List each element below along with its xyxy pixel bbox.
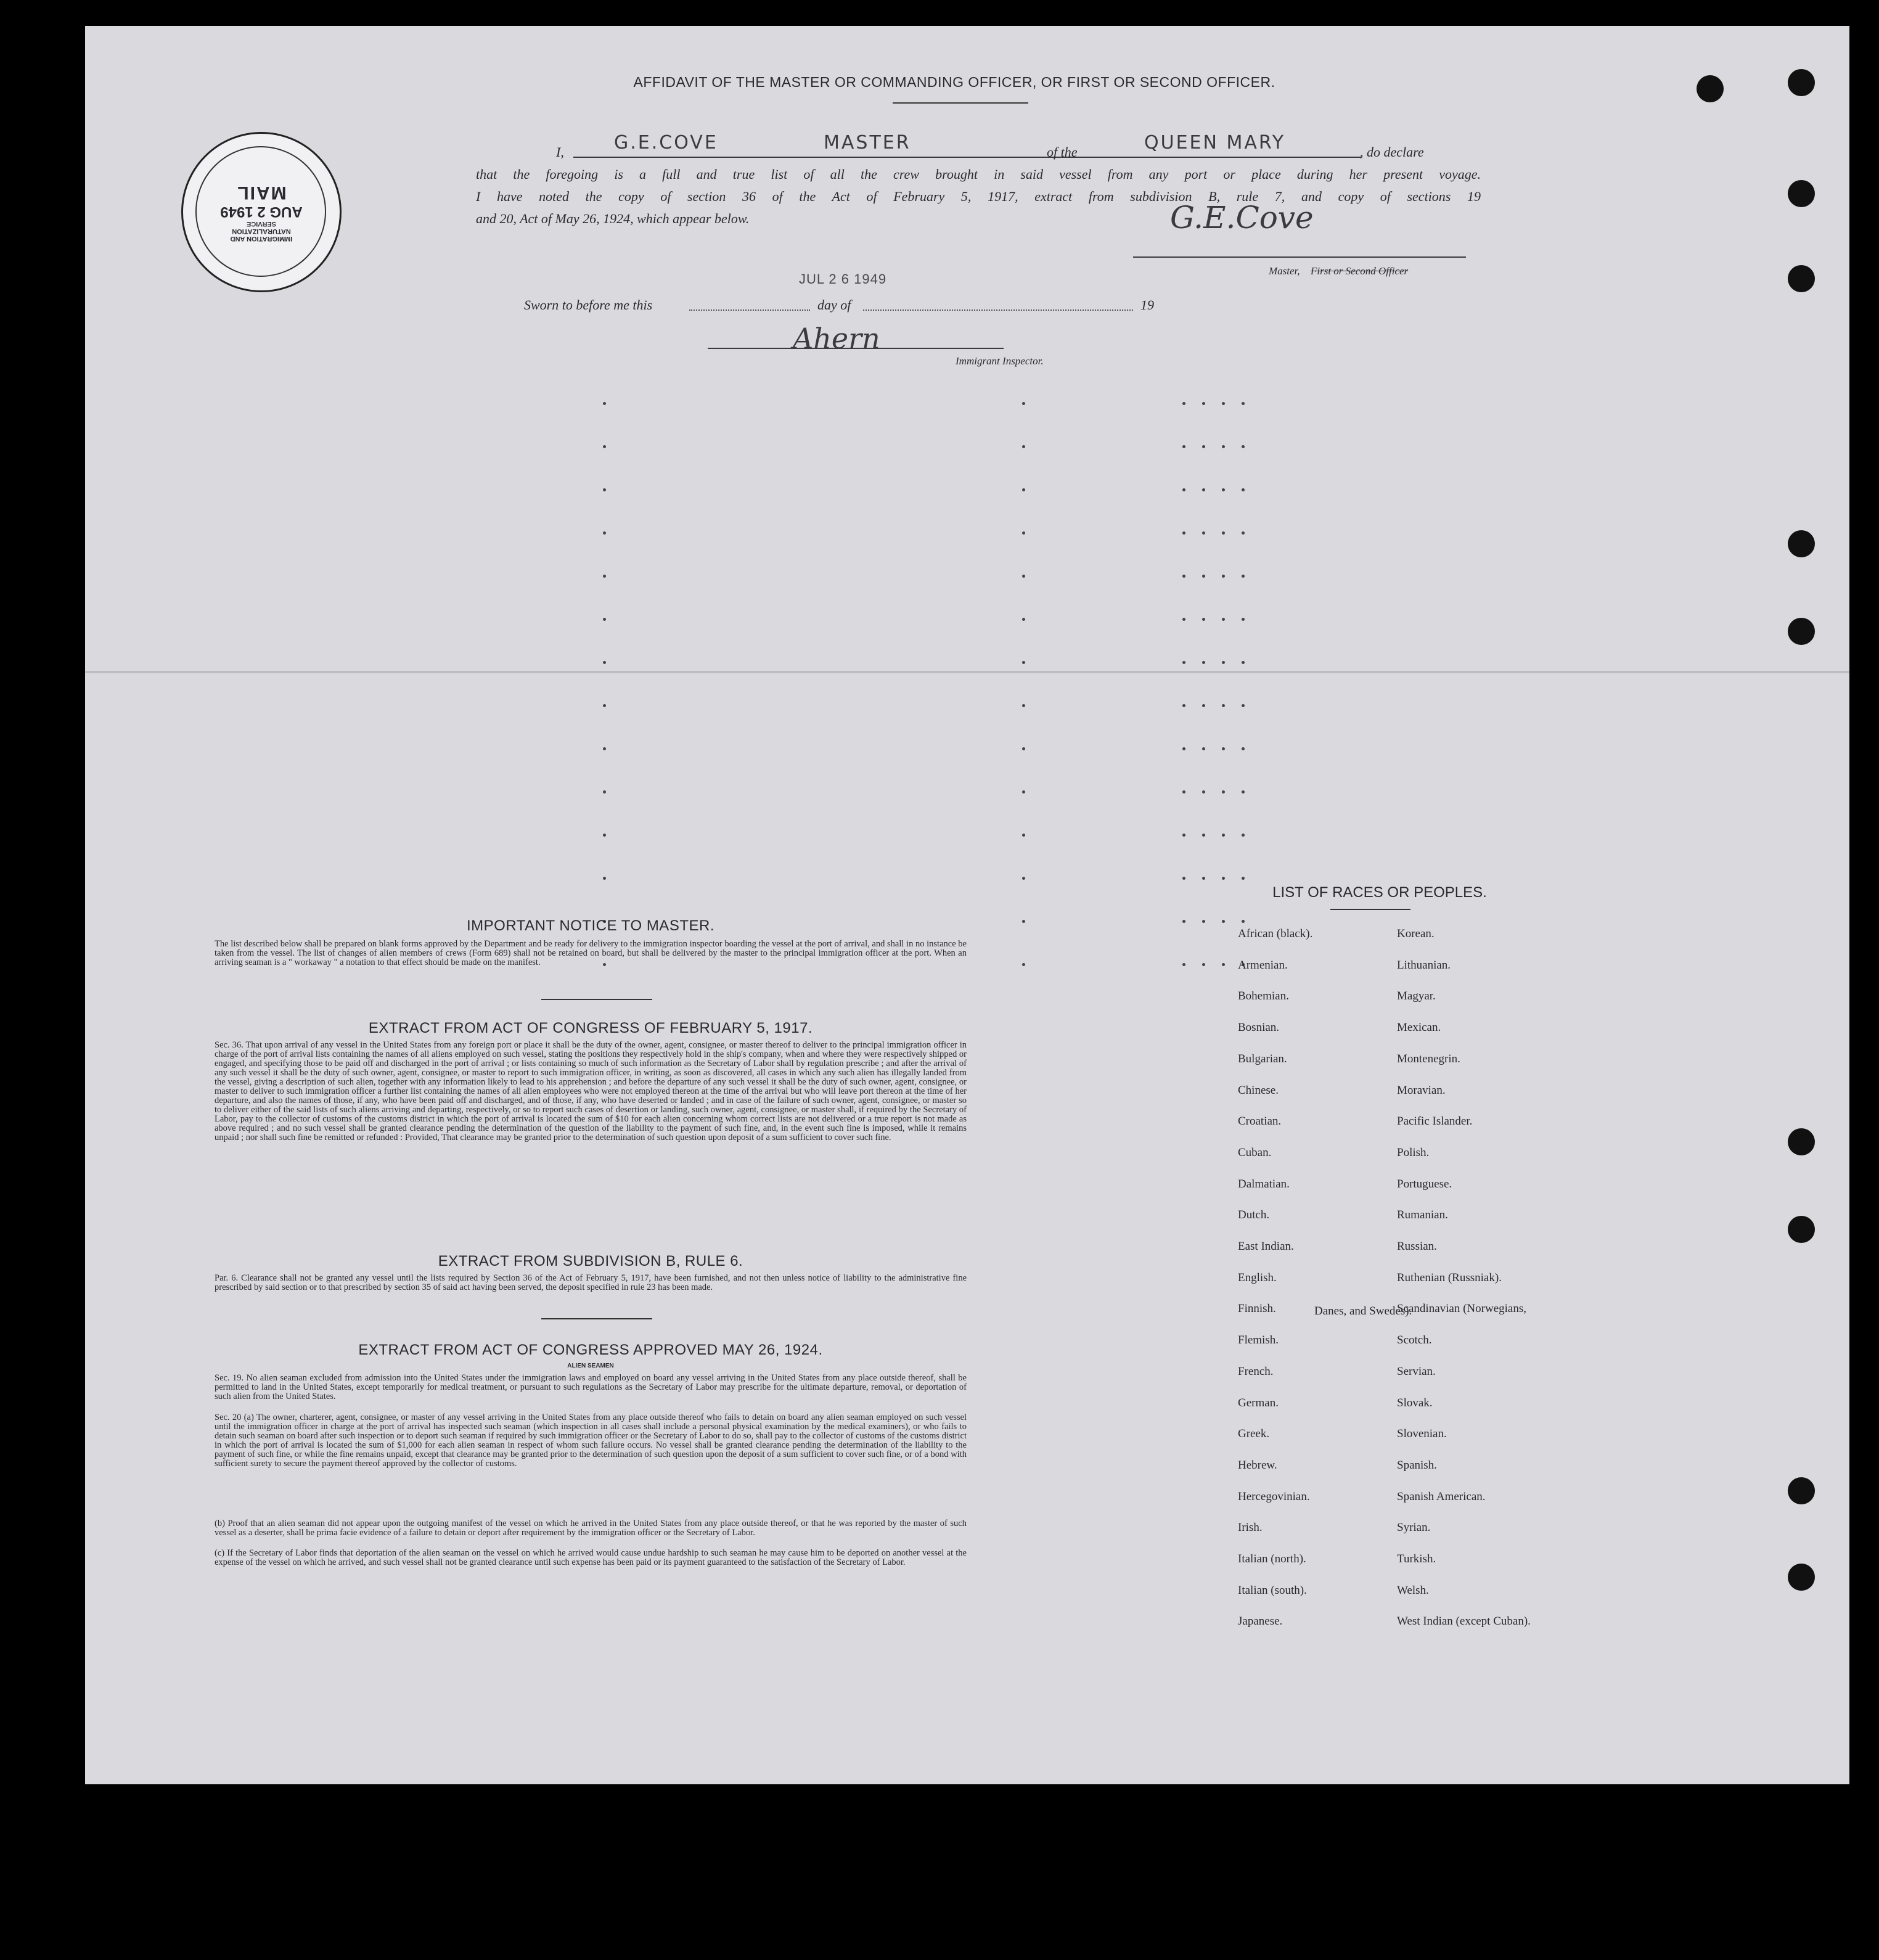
race-item: Rumanian. [1397, 1208, 1448, 1222]
vessel-name-field: QUEEN MARY [1144, 132, 1286, 154]
race-item: Chinese. [1238, 1083, 1279, 1097]
stamp-text: IMMIGRATION AND NATURALIZATION SERVICE [230, 220, 293, 242]
dot-mark [1242, 575, 1245, 578]
dot-mark [1202, 618, 1205, 621]
race-item: Moravian. [1397, 1083, 1446, 1097]
dot-mark [1022, 531, 1025, 535]
master-label: Master, [1269, 265, 1300, 277]
race-item: Bosnian. [1238, 1021, 1280, 1035]
race-item: Bohemian. [1238, 990, 1289, 1003]
dot-mark [1202, 531, 1205, 535]
race-item: Italian (south). [1238, 1583, 1307, 1597]
dot-mark [1242, 618, 1245, 621]
dot-mark [1182, 790, 1185, 793]
dot-mark [603, 747, 606, 750]
dot-mark [1222, 445, 1225, 448]
dot-mark [1202, 747, 1205, 750]
race-item: Flemish. [1238, 1334, 1279, 1347]
dot-mark [603, 488, 606, 491]
dot-mark [1022, 618, 1025, 621]
punch-hole [1788, 69, 1815, 96]
race-item: Russian. [1397, 1240, 1437, 1253]
struck-officer-label: First or Second Officer [1311, 265, 1409, 277]
inspector-label: Immigrant Inspector. [956, 355, 1044, 367]
master-name-field: G.E.COVE [614, 132, 718, 154]
race-item: Portuguese. [1397, 1177, 1452, 1191]
dot-mark [603, 445, 606, 448]
race-item: Hebrew. [1238, 1458, 1277, 1472]
dot-mark [1222, 834, 1225, 837]
dot-mark [1202, 963, 1205, 966]
race-item: Syrian. [1397, 1521, 1431, 1535]
race-item: Pacific Islander. [1397, 1115, 1473, 1128]
dot-mark [1222, 575, 1225, 578]
race-item: Ruthenian (Russniak). [1397, 1271, 1502, 1284]
i-label: I, [556, 144, 564, 160]
fold-line [85, 671, 1849, 673]
dot-mark [1222, 704, 1225, 707]
dot-mark [603, 618, 606, 621]
dot-mark [1182, 618, 1185, 621]
dot-mark [1202, 661, 1205, 664]
race-item: Italian (north). [1238, 1552, 1306, 1565]
race-item: Bulgarian. [1238, 1052, 1287, 1065]
dot-mark [1222, 963, 1225, 966]
dot-mark [1242, 531, 1245, 535]
affidavit-line-4: and 20, Act of May 26, 1924, which appear below. [476, 211, 750, 226]
dot-mark [1182, 445, 1185, 448]
master-signature: G.E.Cove [1170, 200, 1314, 236]
dot-mark [1202, 445, 1205, 448]
dot-mark [1182, 704, 1185, 707]
dot-mark [1182, 963, 1185, 966]
dot-mark [1022, 488, 1025, 491]
dot-mark [1222, 661, 1225, 664]
dot-mark [1182, 877, 1185, 880]
race-item: Spanish. [1397, 1458, 1437, 1472]
day-label: day of [817, 297, 851, 313]
affidavit-line-3: I have noted the copy of section 36 of the Act of February 5, 1917, extract from subdivision B, rule 7, and copy of sections 19 [476, 189, 1481, 204]
extract-1917-body: Sec. 36. That upon arrival of any vessel in the United States from any foreign port or place it shall be the duty of the owner, agent, consignee, or master thereof to deliver to the principal immigration officer in charge of the port of arrival lists containing the names of all aliens employed on such vessel, stating the positions they respectively hold in the ship's company, when and where they were respectively shipped or engaged, and specifying those to be paid off and discharged in the port of arrival ; or lists containing so much of such information as the Secretary of Labor shall by regulation prescribe ; and after the arrival of any such vessel it shall be the duty of such owner, agent, consignee, or master to report to such immigration officer, in writing, as soon as discovered, all cases in which any such alien has illegally landed from the vessel, giving a description of such alien, together with any information likely to lead to his apprehension ; and before the departure of any such vessel it shall be the duty of such owner, agent, consignee, or master to deliver to such immigration officer a further list containing the names of all alien employees who were not employed thereon at the time of the arrival but who will leave port thereon at the time of her departure, and also the names of those, if any, who have been paid off and discharged, and of those, if any, who have deserted or landed ; and in case of the failure of such owner, agent, consignee, or master so to deliver either of the said lists of such aliens arriving and departing, respectively, or so to report such cases of desertion or landing, such owner, agent, consignee, or master shall, if required by the Secretary of Labor, pay to the collector of customs of the customs district in which the port of arrival is located the sum of $10 for each alien concerning whom correct lists are not delivered or a true report is not made as above required ; and no such vessel shall be granted clearance pending the determination of the question of the liability to the payment of such fine, and, in the event such fine is imposed, while it remains unpaid ; nor shall such fine be remitted or refunded : Provided, That clearance may be granted prior to the determination of such question upon deposit of a sum sufficient to cover such fine. [215, 1040, 967, 1142]
dot-mark [1022, 575, 1025, 578]
race-item: East Indian. [1238, 1240, 1294, 1253]
dot-mark [1222, 488, 1225, 491]
dot-mark [1182, 747, 1185, 750]
races-title: LIST OF RACES OR PEOPLES. [1272, 884, 1487, 901]
extract-1924-sec20c: (c) If the Secretary of Labor finds that deportation of the alien seaman on the vessel on which he arrived would cause undue hardship to such seaman he may cause him to be deported on another vessel at the expense of the vessel on which he arrived, and such vessel shall not be granted clearance until such expense has been paid or its payment guaranteed to the satisfaction of the Secretary of Labor. [215, 1548, 967, 1567]
dot-mark [1242, 747, 1245, 750]
race-item: Slovenian. [1397, 1427, 1447, 1441]
extract-1924-sec20b: (b) Proof that an alien seaman did not appear upon the outgoing manifest of the vessel on which he arrived in the United States from any place outside thereof, or that he was reported by the master of such vessel as a deserter, shall be prima facie evidence of a failure to detain or deport after requirement by the immigration officer or the Secretary of Labor. [215, 1519, 967, 1538]
dot-mark [1242, 402, 1245, 405]
dot-mark [603, 877, 606, 880]
punch-hole [1788, 265, 1815, 292]
dot-mark [1242, 704, 1245, 707]
race-item: Irish. [1238, 1521, 1263, 1535]
sworn-label: Sworn to before me this [524, 297, 653, 313]
notice-title: IMPORTANT NOTICE TO MASTER. [467, 917, 714, 934]
dot-mark [603, 531, 606, 535]
punch-hole [1788, 618, 1815, 645]
rule6-title: EXTRACT FROM SUBDIVISION B, RULE 6. [438, 1253, 743, 1269]
race-item: German. [1238, 1396, 1279, 1409]
dot-mark [1182, 661, 1185, 664]
dot-mark [1022, 790, 1025, 793]
dot-mark [1222, 618, 1225, 621]
document-sheet [85, 26, 1849, 1784]
dot-mark [1222, 790, 1225, 793]
dot-mark [1202, 488, 1205, 491]
dot-mark [1242, 445, 1245, 448]
race-item: Magyar. [1397, 990, 1436, 1003]
dot-mark [603, 402, 606, 405]
race-item: Dutch. [1238, 1208, 1270, 1222]
dot-mark [1022, 402, 1025, 405]
dot-mark [1022, 920, 1025, 923]
punch-hole [1788, 1216, 1815, 1243]
race-item: Montenegrin. [1397, 1052, 1460, 1065]
race-item: Dalmatian. [1238, 1177, 1290, 1191]
affidavit-title: AFFIDAVIT OF THE MASTER OR COMMANDING OFFICER, OR FIRST OR SECOND OFFICER. [633, 74, 1275, 90]
dot-mark [1182, 920, 1185, 923]
dot-mark [603, 790, 606, 793]
punch-hole [1788, 180, 1815, 207]
dot-mark [1222, 877, 1225, 880]
year-label: 19 [1140, 297, 1154, 313]
dot-mark [1242, 920, 1245, 923]
dot-mark [1242, 877, 1245, 880]
dot-mark [603, 575, 606, 578]
punch-hole [1788, 1477, 1815, 1504]
dot-mark [1182, 531, 1185, 535]
punch-hole [1788, 1128, 1815, 1155]
dot-mark [1022, 704, 1025, 707]
dot-mark [1182, 402, 1185, 405]
race-item: Turkish. [1397, 1552, 1436, 1565]
race-item: Armenian. [1238, 958, 1288, 972]
race-item: Mexican. [1397, 1021, 1441, 1035]
dot-mark [1222, 747, 1225, 750]
affidavit-line-2: that the foregoing is a full and true list of all the crew brought in said vessel from any port or place during her present voyage. [476, 166, 1481, 182]
inspector-signature: Ahern [793, 322, 880, 355]
dot-mark [1022, 877, 1025, 880]
of-the-label: of the [1047, 144, 1078, 160]
dot-mark [1202, 920, 1205, 923]
race-item: African (black). [1238, 927, 1313, 940]
extract-1924-sec19: Sec. 19. No alien seaman excluded from admission into the United States under the immigration laws and employed on board any vessel arriving in the United States from any place outside thereof, shall be permitted to land in the United States, except temporarily for medical treatment, or pursuant to such regulations as the Secretary of Labor may prescribe for the ultimate departure, removal, or deportation of such alien from the United States. [215, 1373, 967, 1401]
race-item: English. [1238, 1271, 1277, 1284]
notice-body: The list described below shall be prepared on blank forms approved by the Department and be ready for delivery to the immigration inspector boarding the vessel at the port of arrival, and shall in no instance be taken from the vessel. The list of changes of alien members of crews (Form 689) shall not be retained on board, but shall be delivered by the master to the principal immigration officer at the port. When an arriving seaman is a " workaway " a notation to that effect should be made on the manifest. [215, 939, 967, 967]
extract-1924-sec20a: Sec. 20 (a) The owner, charterer, agent, consignee, or master of any vessel arriving in the United States from any place outside thereof who fails to detain on board any alien seaman employed on such vessel until the immigration officer in charge at the port of arrival has inspected such seaman (which inspection in all cases shall include a personal physical examination by the medical examiners), or who fails to detain such seaman on board after such inspection or to deport such seaman if required by such immigration officer or the Secretary of Labor to do so, shall pay to the collector of customs of the customs district in which the port of arrival is located the sum of $1,000 for each alien seaman in respect of whom such failure occurs. No vessel shall be granted clearance pending the determination of the liability to the payment of such fine, or while the fine remains unpaid, except that clearance may be granted prior to the determination of such question upon the deposit of a sum sufficient to cover such fine, or of a bond with sufficient surety to secure the payment thereof approved by the collector of customs. [215, 1413, 967, 1469]
stamp-mail: MAIL [236, 182, 287, 203]
race-item: Greek. [1238, 1427, 1270, 1441]
dot-mark [1182, 575, 1185, 578]
race-item: Polish. [1397, 1146, 1430, 1159]
dot-mark [1022, 445, 1025, 448]
race-item: Cuban. [1238, 1146, 1272, 1159]
alien-seamen-subtitle: ALIEN SEAMEN [567, 1363, 614, 1369]
title-rule [893, 102, 1028, 104]
mail-received-stamp [181, 132, 342, 292]
race-item: Finnish. [1238, 1302, 1276, 1316]
dot-mark [1022, 963, 1025, 966]
rank-field: MASTER [824, 132, 911, 154]
dot-mark [1242, 661, 1245, 664]
dot-mark [1022, 661, 1025, 664]
punch-hole [1788, 1564, 1815, 1591]
dot-mark [1242, 488, 1245, 491]
dot-mark [1202, 877, 1205, 880]
dot-mark [1242, 790, 1245, 793]
race-item: Servian. [1397, 1364, 1436, 1378]
punch-hole [1697, 75, 1724, 102]
rule6-body: Par. 6. Clearance shall not be granted any vessel until the lists required by Section 36 of the Act of February 5, 1917, have been furnished, and not then unless notice of liability to the administrative fine prescribed by said section or to that prescribed by section 35 of said act having been served, the deposit specified in rule 23 has been made. [215, 1273, 967, 1292]
race-item: Croatian. [1238, 1115, 1282, 1128]
dot-mark [1022, 747, 1025, 750]
dot-mark [1222, 531, 1225, 535]
dot-mark [603, 834, 606, 837]
race-item: Hercegovinian. [1238, 1490, 1310, 1503]
dot-mark [1202, 790, 1205, 793]
dot-mark [1202, 575, 1205, 578]
stamp-date: AUG 2 1949 [220, 203, 303, 220]
race-item: Scotch. [1397, 1334, 1432, 1347]
dot-mark [1242, 834, 1245, 837]
punch-hole [1788, 530, 1815, 557]
dot-mark [603, 704, 606, 707]
race-item: Japanese. [1238, 1615, 1283, 1628]
race-item: Scandinavian (Norwegians, [1397, 1302, 1526, 1316]
dot-mark [1182, 488, 1185, 491]
dot-mark [1022, 834, 1025, 837]
race-item: West Indian (except Cuban). [1397, 1615, 1531, 1628]
race-item: Lithuanian. [1397, 958, 1451, 972]
dot-mark [1222, 402, 1225, 405]
extract-1917-title: EXTRACT FROM ACT OF CONGRESS OF FEBRUARY 5, 1917. [368, 1020, 813, 1036]
dot-mark [603, 661, 606, 664]
dot-mark [1202, 704, 1205, 707]
race-item: French. [1238, 1364, 1274, 1378]
dot-mark [1182, 834, 1185, 837]
dot-mark [1202, 834, 1205, 837]
race-item: Danes, and Swedes). [1314, 1305, 1412, 1318]
race-item: Korean. [1397, 927, 1435, 940]
date-received-stamp: JUL 2 6 1949 [799, 271, 887, 287]
extract-1924-title: EXTRACT FROM ACT OF CONGRESS APPROVED MAY 26, 1924. [358, 1342, 823, 1358]
dot-mark [1202, 402, 1205, 405]
race-item: Spanish American. [1397, 1490, 1486, 1503]
dot-mark [1222, 920, 1225, 923]
declare-label: , do declare [1360, 144, 1424, 160]
bleed-through-text [430, 106, 1787, 134]
race-item: Welsh. [1397, 1583, 1429, 1597]
race-item: Slovak. [1397, 1396, 1433, 1409]
